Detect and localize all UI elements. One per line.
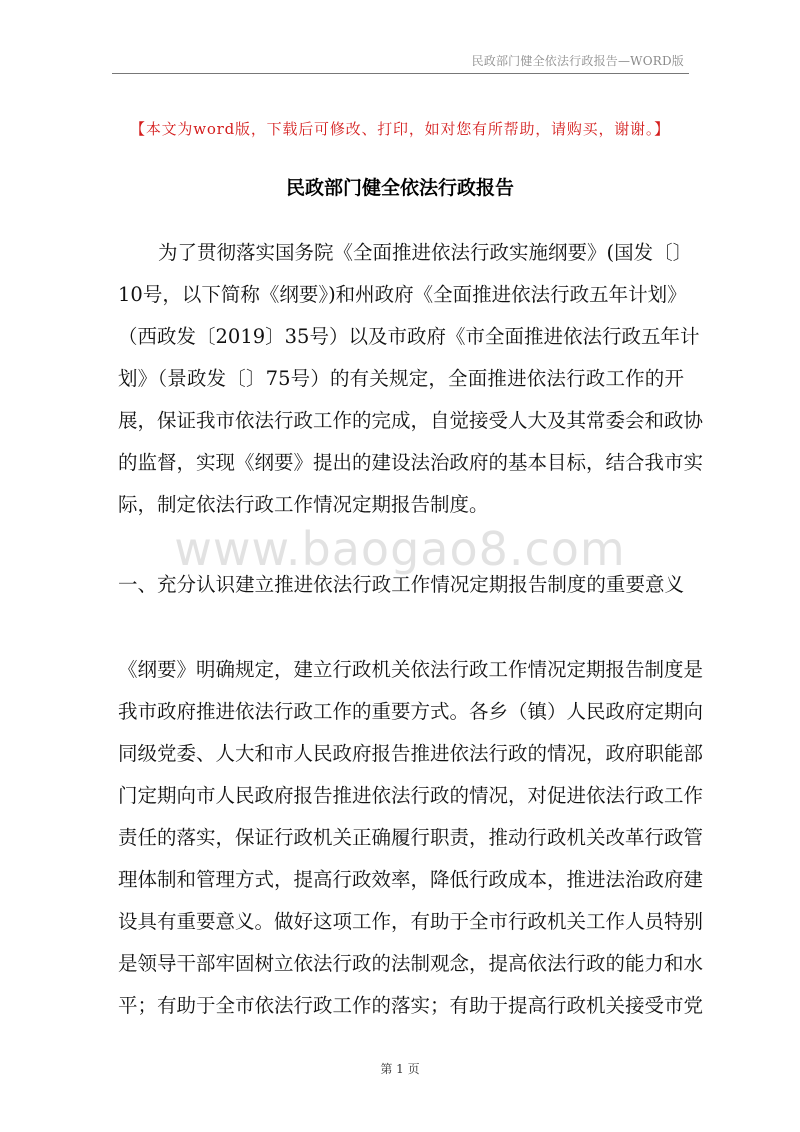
section-heading: 一、充分认识建立推进依法行政工作情况定期报告制度的重要意义: [118, 573, 684, 596]
purchase-notice: 【本文为word版，下载后可修改、打印，如对您有所帮助，请购买，谢谢。】: [130, 120, 670, 138]
header-divider: [112, 73, 689, 74]
page-number: 第 1 页: [380, 1062, 420, 1076]
paragraph-line: 10号，以下简称《纲要》)和州政府《全面推进依法行政五年计划》: [118, 283, 687, 306]
watermark: www.baogao8.com: [174, 522, 626, 576]
document-title: 民政部门健全依法行政报告: [285, 177, 514, 199]
paragraph-line: 为了贯彻落实国务院《全面推进依法行政实施纲要》(国发〔〕: [158, 241, 693, 264]
paragraph-line: 《纲要》明确规定，建立行政机关依法行政工作情况定期报告制度是: [118, 658, 704, 681]
running-header: 民政部门健全依法行政报告—WORD版: [471, 54, 684, 68]
paragraph-line: 际，制定依法行政工作情况定期报告制度。: [118, 493, 489, 516]
paragraph-line: 划》（景政发〔〕75号）的有关规定，全面推进依法行政工作的开: [118, 367, 684, 390]
paragraph-line: 同级党委、人大和市人民政府报告推进依法行政的情况，政府职能部: [118, 742, 704, 765]
paragraph-line: 理体制和管理方式，提高行政效率，降低行政成本，推进法治政府建: [118, 868, 704, 891]
paragraph-line: 展，保证我市依法行政工作的完成，自觉接受人大及其常委会和政协: [118, 409, 704, 432]
paragraph-line: 责任的落实，保证行政机关正确履行职责，推动行政机关改革行政管: [118, 826, 704, 849]
paragraph-line: 平；有助于全市依法行政工作的落实；有助于提高行政机关接受市党: [118, 994, 704, 1017]
paragraph-line: 我市政府推进依法行政工作的重要方式。各乡（镇）人民政府定期向: [118, 700, 704, 723]
paragraph-line: （西政发〔2019〕35号）以及市政府《市全面推进依法行政五年计: [118, 325, 700, 348]
paragraph-line: 门定期向市人民政府报告推进依法行政的情况，对促进依法行政工作: [118, 784, 704, 807]
paragraph-line: 的监督，实现《纲要》提出的建设法治政府的基本目标，结合我市实: [118, 451, 704, 474]
paragraph-line: 设具有重要意义。做好这项工作，有助于全市行政机关工作人员特别: [118, 910, 704, 933]
paragraph-line: 是领导干部牢固树立依法行政的法制观念，提高依法行政的能力和水: [118, 952, 704, 975]
